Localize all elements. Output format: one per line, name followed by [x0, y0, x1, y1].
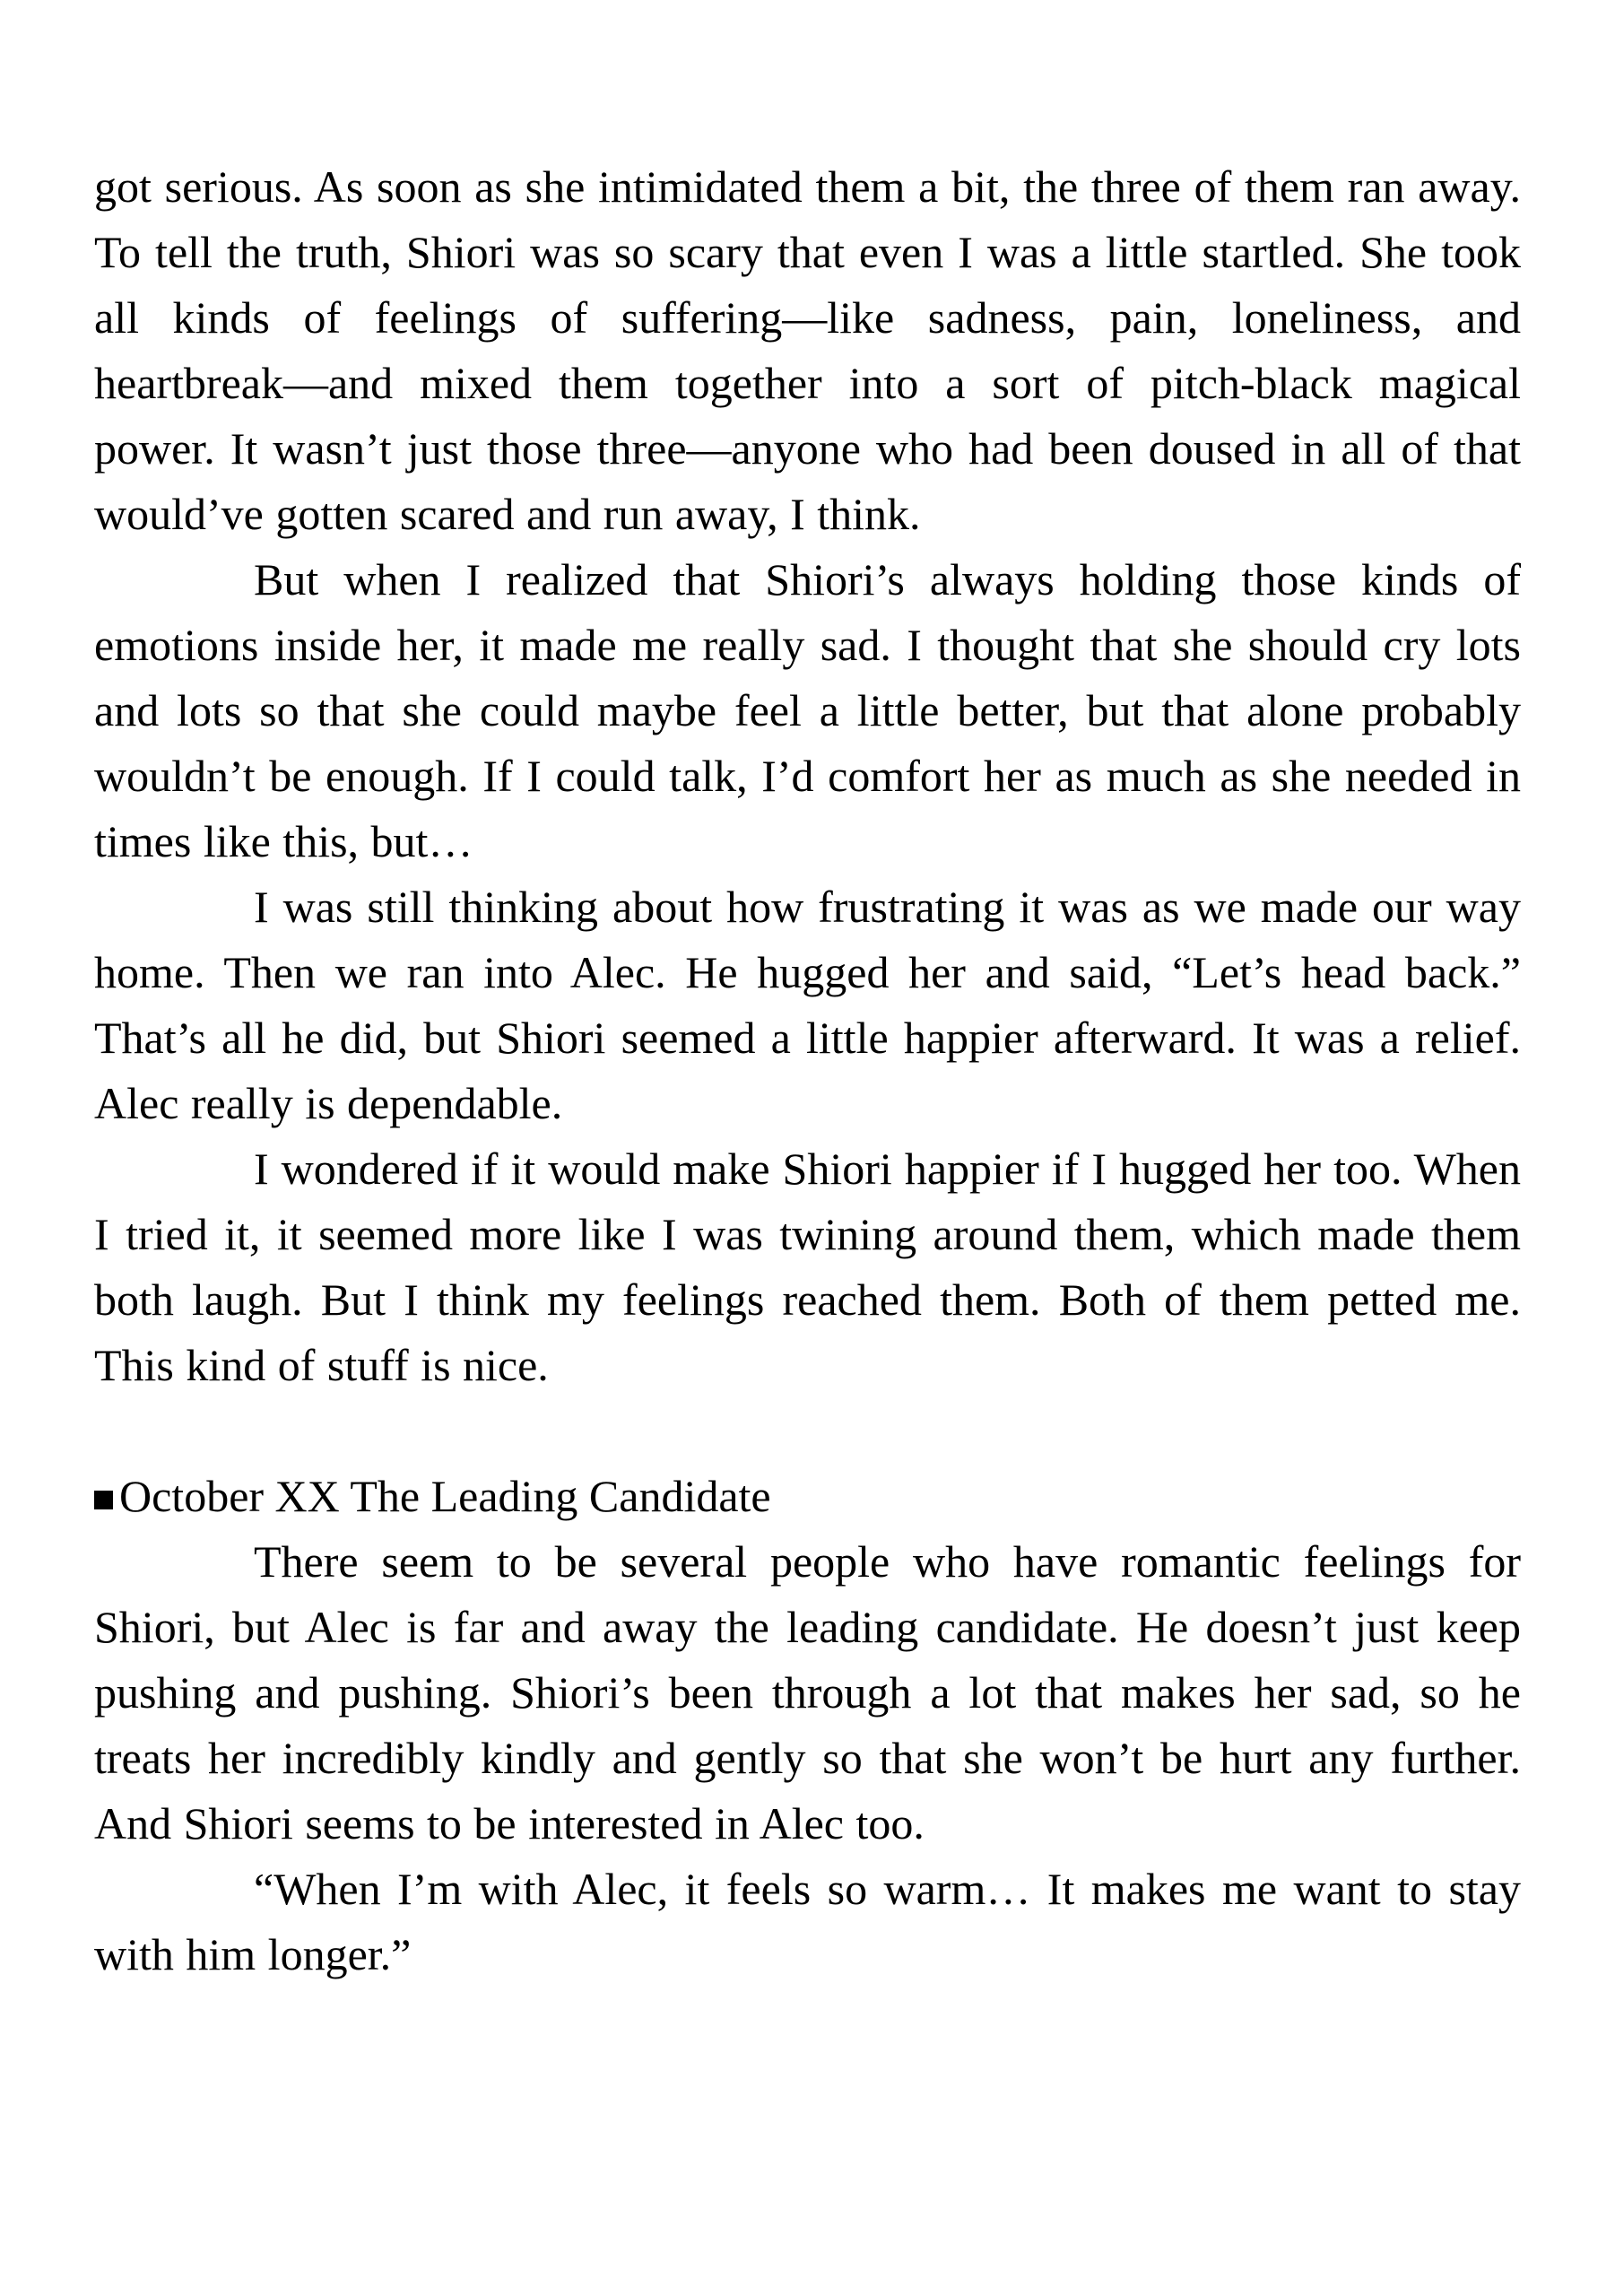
paragraph: “When I’m with Alec, it feels so warm… It makes me want to stay with him longer.”: [94, 1864, 1521, 1979]
section-heading-title: October XX The Leading Candidate: [119, 1471, 771, 1521]
paragraph-continued: got serious. As soon as she intimidated them a bit, the three of them ran away. To tell the truth, Shiori was so scary that even I was a little startled. She took all kinds of feelings of suffering—like sadness, pain, loneliness, and heartbreak—and mixed them together into a sort of pitch-black magical power. It wasn’t just those three—anyone who had been doused in all of that would’ve gotten scared and run away, I think.: [94, 161, 1521, 539]
section-heading: [94, 1464, 1521, 1529]
paragraph: I was still thinking about how frustrating it was as we made our way home. Then we ran into Alec. He hugged her and said, “Let’s head back.” That’s all he did, but Shiori seemed a little happier afterward. It was a relief. Alec really is dependable.: [94, 882, 1521, 1128]
paragraph: There seem to be several people who have romantic feelings for Shiori, but Alec is far and away the leading candidate. He doesn’t just keep pushing and pushing. Shiori’s been through a lot that makes her sad, so he treats her incredibly kindly and gently so that she won’t be hurt any further. And Shiori seems to be interested in Alec too.: [94, 1536, 1521, 1848]
square-bullet-icon: [94, 1491, 113, 1509]
paragraph: I wondered if it would make Shiori happier if I hugged her too. When I tried it, it seemed more like I was twining around them, which made them both laugh. But I think my feelings reached them. Both of them petted me. This kind of stuff is nice.: [94, 1144, 1521, 1390]
paragraph: But when I realized that Shiori’s always holding those kinds of emotions inside her, it made me really sad. I thought that she should cry lots and lots so that she could maybe feel a little better, but that alone probably wouldn’t be enough. If I could talk, I’d comfort her as much as she needed in times like this, but…: [94, 554, 1521, 866]
